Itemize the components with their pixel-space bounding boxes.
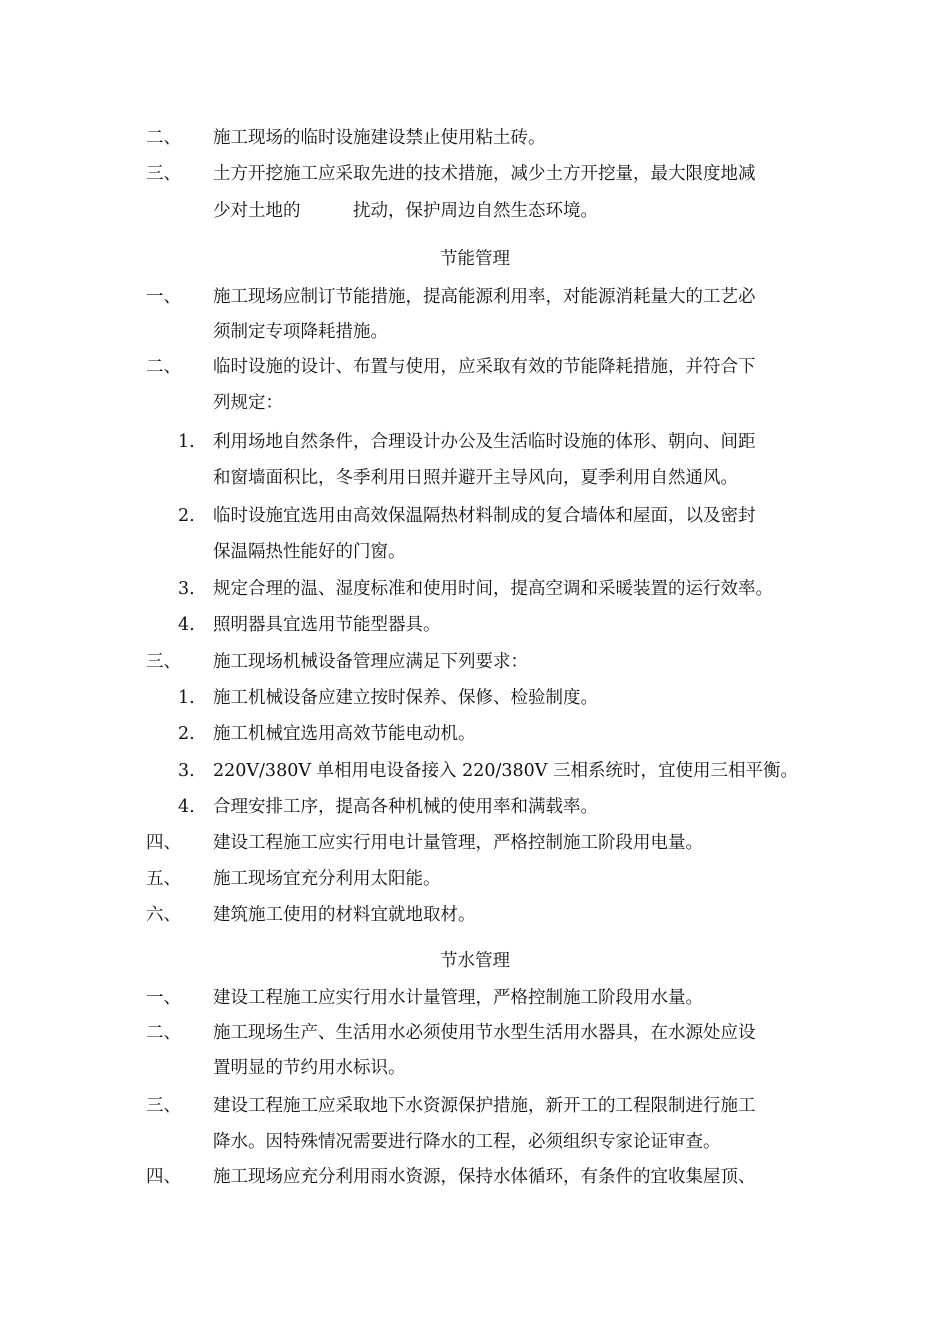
item-text: 列规定：: [213, 393, 283, 413]
item-marker: 一、: [146, 988, 181, 1008]
item-marker: 2.: [178, 724, 195, 744]
item-text: 临时设施的设计、布置与使用，应采取有效的节能降耗措施，并符合下: [213, 357, 756, 377]
item-marker: 三、: [146, 164, 181, 184]
item-text: 建设工程施工应采取地下水资源保护措施，新开工的工程限制进行施工: [213, 1096, 756, 1116]
item-text: 施工机械设备应建立按时保养、保修、检验制度。: [213, 688, 598, 708]
item-marker: 4.: [178, 797, 195, 817]
item-marker: 三、: [146, 652, 181, 672]
item-text: 建筑施工使用的材料宜就地取材。: [213, 905, 476, 925]
item-marker: 1.: [178, 688, 195, 708]
item-text: 利用场地自然条件，合理设计办公及生活临时设施的体形、朝向、间距: [213, 432, 756, 452]
item-marker: 四、: [146, 833, 181, 853]
item-marker: 3.: [178, 579, 195, 599]
item-marker: 3.: [178, 761, 195, 781]
item-text: 施工现场的临时设施建设禁止使用粘土砖。: [213, 128, 546, 148]
section-heading: 节能管理: [440, 249, 510, 269]
item-marker: 三、: [146, 1096, 181, 1116]
item-text: 须制定专项降耗措施。: [213, 322, 388, 342]
item-marker: 一、: [146, 287, 181, 307]
item-marker: 1.: [178, 432, 195, 452]
item-marker: 四、: [146, 1167, 181, 1187]
item-text: 规定合理的温、湿度标准和使用时间，提高空调和采暖装置的运行效率。: [213, 579, 773, 599]
item-marker: 4.: [178, 615, 195, 635]
item-marker: 二、: [146, 128, 181, 148]
item-marker: 五、: [146, 869, 181, 889]
section-heading: 节水管理: [440, 951, 510, 971]
item-text: 施工现场应充分利用雨水资源，保持水体循环，有条件的宜收集屋顶、: [213, 1167, 756, 1187]
item-text: 置明显的节约用水标识。: [213, 1058, 406, 1078]
item-text: 土方开挖施工应采取先进的技术措施，减少土方开挖量，最大限度地减: [213, 164, 756, 184]
item-text: 施工现场宜充分利用太阳能。: [213, 869, 441, 889]
item-text: 建设工程施工应实行用电计量管理，严格控制施工阶段用电量。: [213, 833, 703, 853]
item-text: 保温隔热性能好的门窗。: [213, 542, 406, 562]
item-text: 施工现场机械设备管理应满足下列要求：: [213, 652, 528, 672]
item-marker: 二、: [146, 357, 181, 377]
item-text: 合理安排工序，提高各种机械的使用率和满载率。: [213, 797, 598, 817]
item-text: 施工现场应制订节能措施，提高能源利用率，对能源消耗量大的工艺必: [213, 287, 756, 307]
item-text: 建设工程施工应实行用水计量管理，严格控制施工阶段用水量。: [213, 988, 703, 1008]
item-text: 施工机械宜选用高效节能电动机。: [213, 724, 476, 744]
item-text: 施工现场生产、生活用水必须使用节水型生活用水器具，在水源处应设: [213, 1023, 756, 1043]
item-text: 220V/380V 单相用电设备接入 220/380V 三相系统时，宜使用三相平衡。: [213, 761, 799, 781]
item-text: 和窗墙面积比，冬季利用日照并避开主导风向，夏季利用自然通风。: [213, 468, 738, 488]
item-text: 降水。因特殊情况需要进行降水的工程，必须组织专家论证审查。: [213, 1132, 721, 1152]
item-text: 照明器具宜选用节能型器具。: [213, 615, 441, 635]
item-marker: 六、: [146, 905, 181, 925]
item-marker: 二、: [146, 1023, 181, 1043]
item-text: 临时设施宜选用由高效保温隔热材料制成的复合墙体和屋面，以及密封: [213, 506, 756, 526]
item-marker: 2.: [178, 506, 195, 526]
item-text: 少对土地的 扰动，保护周边自然生态环境。: [213, 201, 598, 221]
